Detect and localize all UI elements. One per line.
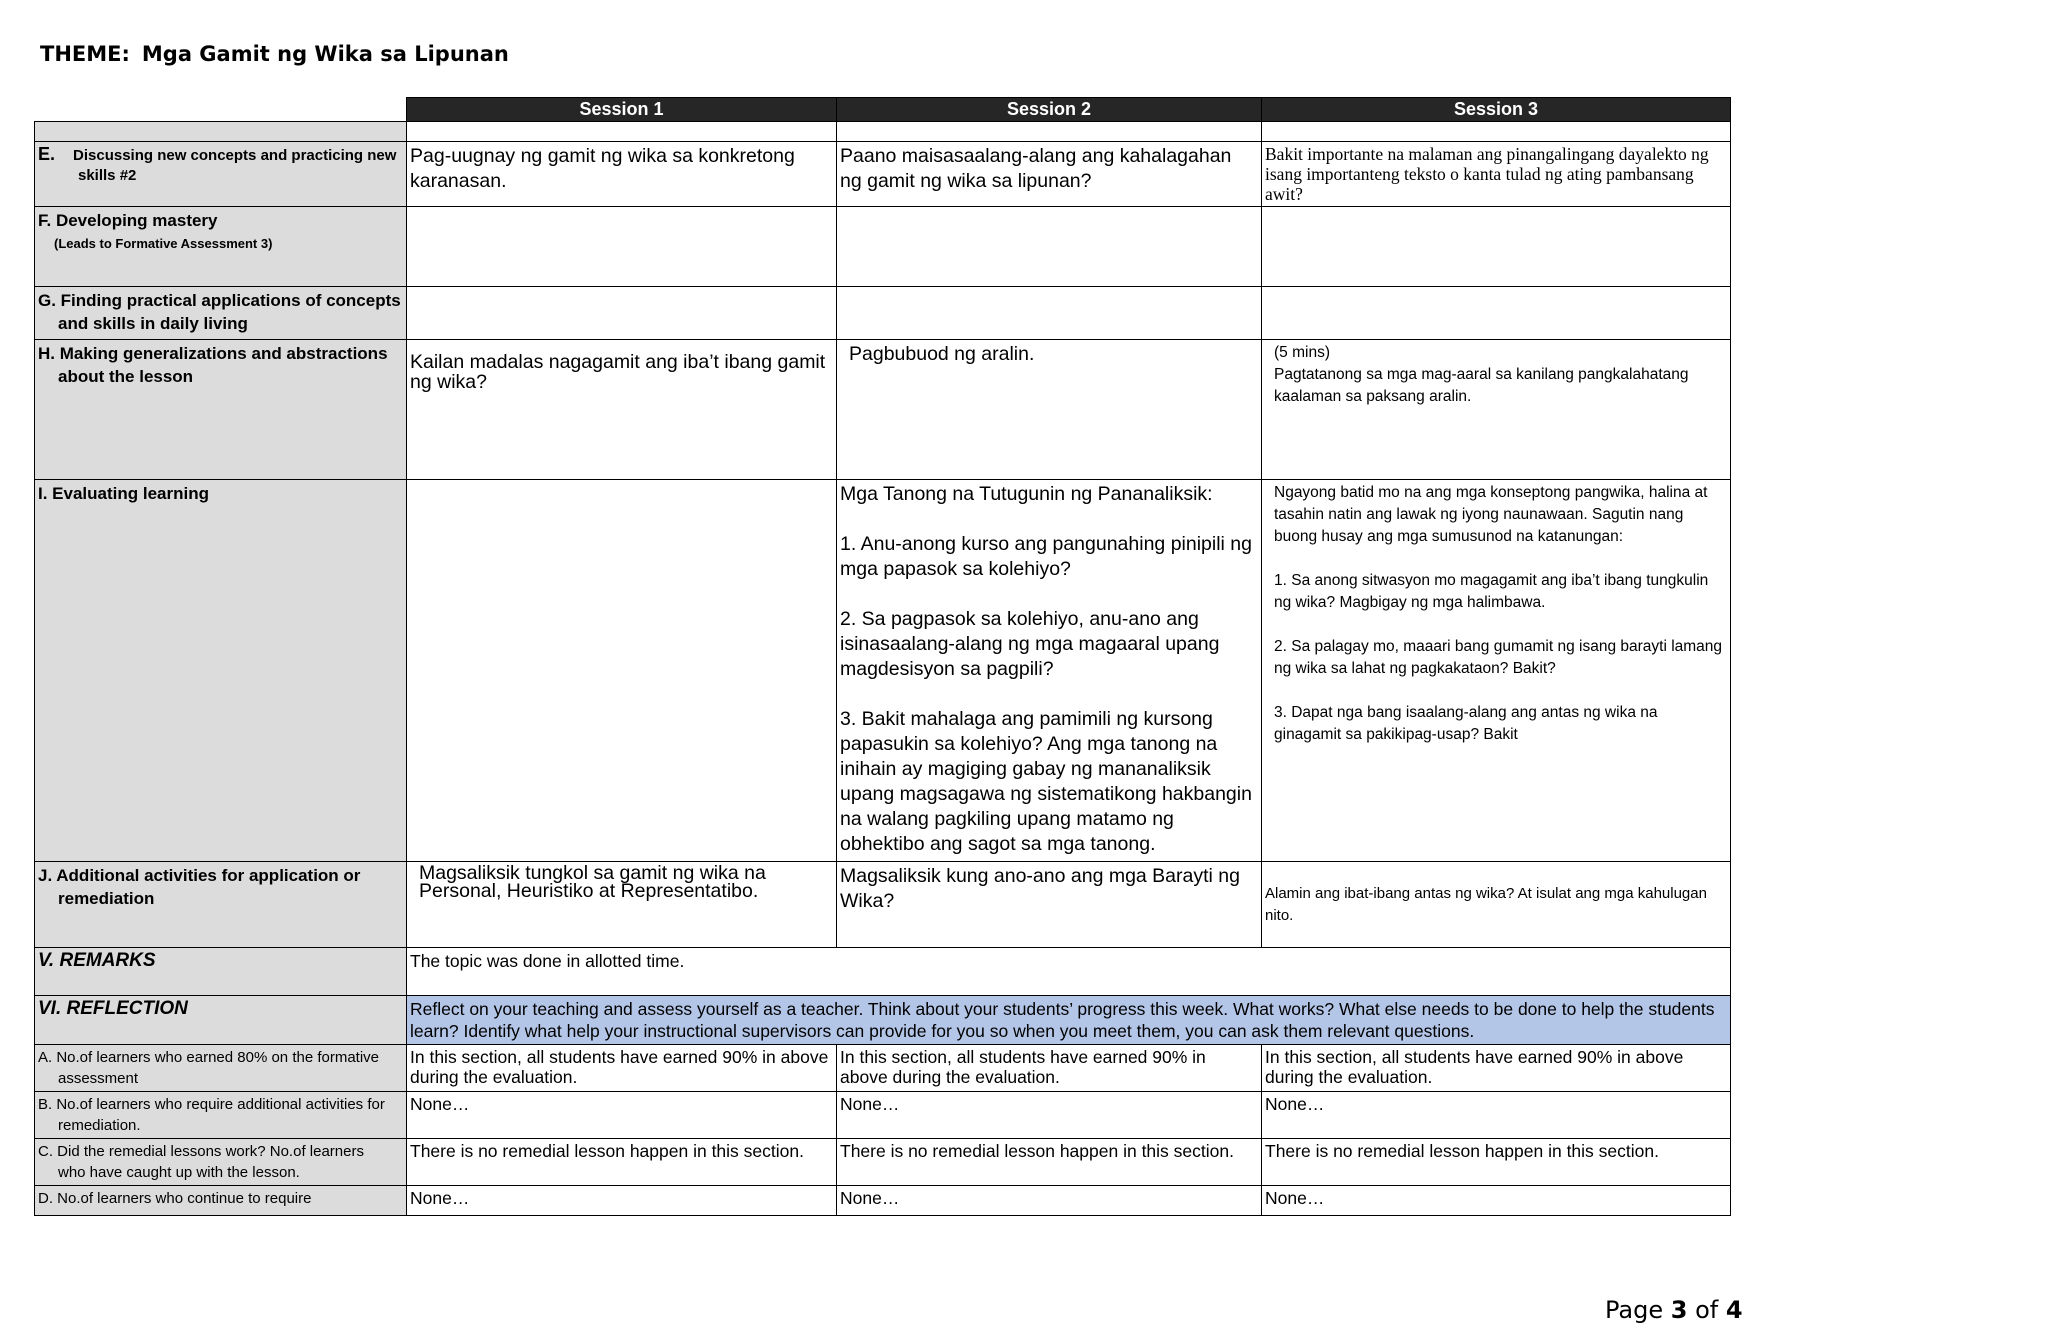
question-c-label-cont: who have caught up with the lesson. xyxy=(58,1164,300,1181)
row-f-session-3 xyxy=(1262,207,1731,287)
row-h-session-3-time: (5 mins) xyxy=(1274,344,1330,361)
question-d-session-3: None… xyxy=(1262,1186,1731,1216)
row-e-session-3: Bakit importante na malaman ang pinangalingang dayalekto ng isang importanteng teksto o kanta tulad ng ating pambansang awit? xyxy=(1262,142,1731,207)
reflection-text: Reflect on your teaching and assess yourself as a teacher. Think about your students’ progress this week. What works? What else needs to be done to help the students learn? Identify what help your instructional supervisors can provide for you so when you meet them, you can ask them relevant questions. xyxy=(407,996,1731,1045)
spacer-label xyxy=(35,122,407,142)
question-c-row xyxy=(35,1139,1731,1186)
reflection-label: VI. REFLECTION xyxy=(35,996,407,1045)
question-b-label xyxy=(35,1092,407,1139)
row-h-session-3-text: Pagtatanong sa mga mag-aaral sa kanilang pangkalahatang kaalaman sa paksang aralin. xyxy=(1274,366,1689,405)
remarks-row xyxy=(35,948,1731,996)
row-i xyxy=(35,480,1731,862)
row-e-session-2: Paano maisasaalang-alang ang kahalagahan ng gamit ng wika sa lipunan? xyxy=(837,142,1262,207)
question-b-label-text: B. No.of learners who require additional activities for xyxy=(38,1096,385,1113)
question-a-label-cont: assessment xyxy=(58,1070,139,1087)
row-h-label-cont: about the lesson xyxy=(58,367,194,386)
row-h-session-3 xyxy=(1262,340,1731,480)
row-g-session-2 xyxy=(837,287,1262,340)
theme-label: THEME: xyxy=(40,42,130,66)
question-b-session-3: None… xyxy=(1262,1092,1731,1139)
question-b-label-cont: remediation. xyxy=(58,1117,141,1134)
row-h-label-text: H. Making generalizations and abstractions xyxy=(38,344,388,363)
question-d-label: D. No.of learners who continue to require xyxy=(35,1186,407,1216)
question-a-label xyxy=(35,1045,407,1092)
of-word: of xyxy=(1695,1296,1719,1324)
session-2-header: Session 2 xyxy=(837,98,1262,122)
spacer-row xyxy=(35,122,1731,142)
session-header-row xyxy=(35,98,1731,122)
row-e-letter: E. xyxy=(38,144,56,164)
row-f-label-text: F. Developing mastery xyxy=(38,211,218,230)
question-c-session-1: There is no remedial lesson happen in this section. xyxy=(407,1139,837,1186)
reflection-row xyxy=(35,996,1731,1045)
page-total: 4 xyxy=(1725,1296,1743,1324)
question-c-session-3: There is no remedial lesson happen in this section. xyxy=(1262,1139,1731,1186)
row-e xyxy=(35,142,1731,207)
page-number xyxy=(1605,1296,1743,1324)
question-d-session-2: None… xyxy=(837,1186,1262,1216)
question-a-session-3: In this section, all students have earned 90% in above during the evaluation. xyxy=(1262,1045,1731,1092)
row-i-s2-title: Mga Tanong na Tutugunin ng Pananaliksik: xyxy=(840,483,1213,505)
question-b-row xyxy=(35,1092,1731,1139)
row-h-session-1: Kailan madalas nagagamit ang iba’t ibang gamit ng wika? xyxy=(407,340,837,480)
row-j xyxy=(35,862,1731,948)
page-current: 3 xyxy=(1670,1296,1688,1324)
question-a-label-text: A. No.of learners who earned 80% on the formative xyxy=(38,1049,380,1066)
row-i-session-2 xyxy=(837,480,1262,862)
spacer-cell xyxy=(1262,122,1731,142)
row-g-label-text: G. Finding practical applications of concepts xyxy=(38,291,401,310)
row-f-session-2 xyxy=(837,207,1262,287)
remarks-label: V. REMARKS xyxy=(35,948,407,996)
row-i-s3-q1: 1. Sa anong sitwasyon mo magagamit ang iba’t ibang tungkulin ng wika? Magbigay ng mga halimbawa. xyxy=(1274,572,1709,611)
row-i-s2-q3: 3. Bakit mahalaga ang pamimili ng kursong papasukin sa kolehiyo? Ang mga tanong na inihain ay magiging gabay ng mananaliksik upang magsagawa ng sistematikong hakbangin na walang pagkiling upang matamo ng obhektibo ang sagot sa mga tanong. xyxy=(840,708,1252,855)
question-d-session-1: None… xyxy=(407,1186,837,1216)
row-f xyxy=(35,207,1731,287)
row-h-label xyxy=(35,340,407,480)
row-i-s3-q3: 3. Dapat nga bang isaalang-alang ang antas ng wika na ginagamit sa pakikipag-usap? Bakit xyxy=(1274,704,1658,743)
spacer-cell xyxy=(837,122,1262,142)
row-j-label xyxy=(35,862,407,948)
question-c-label-text: C. Did the remedial lessons work? No.of learners xyxy=(38,1143,364,1160)
page-word: Page xyxy=(1605,1296,1664,1324)
row-g-label-cont: and skills in daily living xyxy=(58,314,248,333)
header-blank xyxy=(35,98,407,122)
row-h-session-2: Pagbubuod ng aralin. xyxy=(837,340,1262,480)
row-g-session-1 xyxy=(407,287,837,340)
row-i-s2-q1: 1. Anu-anong kurso ang pangunahing pinipili ng mga papasok sa kolehiyo? xyxy=(840,533,1252,580)
question-c-session-2: There is no remedial lesson happen in this section. xyxy=(837,1139,1262,1186)
row-i-s2-q2: 2. Sa pagpasok sa kolehiyo, anu-ano ang isinasaalang-alang ng mga magaaral upang magdesisyon sa pagpili? xyxy=(840,608,1220,680)
row-g-session-3 xyxy=(1262,287,1731,340)
theme-title: Mga Gamit ng Wika sa Lipunan xyxy=(141,42,509,66)
question-a-session-2: In this section, all students have earned 90% in above during the evaluation. xyxy=(837,1045,1262,1092)
row-j-session-3: Alamin ang ibat-ibang antas ng wika? At isulat ang mga kahulugan nito. xyxy=(1262,862,1731,948)
row-j-session-1: Magsaliksik tungkol sa gamit ng wika na Personal, Heuristiko at Representatibo. xyxy=(407,862,837,948)
row-i-session-1 xyxy=(407,480,837,862)
row-j-label-cont: remediation xyxy=(58,889,155,908)
row-i-s3-intro: Ngayong batid mo na ang mga konseptong pangwika, halina at tasahin natin ang lawak ng iyong naunawaan. Sagutin nang buong husay ang mga sumusunod na katanungan: xyxy=(1274,484,1708,545)
row-f-session-1 xyxy=(407,207,837,287)
question-a-session-1: In this section, all students have earned 90% in above during the evaluation. xyxy=(407,1045,837,1092)
session-3-header: Session 3 xyxy=(1262,98,1731,122)
row-j-label-text: J. Additional activities for application or xyxy=(38,866,361,885)
remarks-text: The topic was done in allotted time. xyxy=(407,948,1731,996)
row-e-label xyxy=(35,142,407,207)
lesson-plan-table xyxy=(34,97,1731,1216)
row-i-s3-q2: 2. Sa palagay mo, maaari bang gumamit ng isang barayti lamang ng wika sa lahat ng pagkakataon? Bakit? xyxy=(1274,638,1723,677)
row-f-sub: (Leads to Formative Assessment 3) xyxy=(54,236,273,251)
question-b-session-2: None… xyxy=(837,1092,1262,1139)
question-d-row xyxy=(35,1186,1731,1216)
question-a-row xyxy=(35,1045,1731,1092)
theme-heading xyxy=(40,42,509,66)
row-e-label-text: Discussing new concepts and practicing new xyxy=(73,147,397,164)
session-1-header: Session 1 xyxy=(407,98,837,122)
row-e-label-cont: skills #2 xyxy=(78,167,137,184)
spacer-cell xyxy=(407,122,837,142)
row-j-session-2: Magsaliksik kung ano-ano ang mga Barayti ng Wika? xyxy=(837,862,1262,948)
row-f-label xyxy=(35,207,407,287)
question-b-session-1: None… xyxy=(407,1092,837,1139)
question-c-label xyxy=(35,1139,407,1186)
row-g-label xyxy=(35,287,407,340)
row-i-session-3 xyxy=(1262,480,1731,862)
row-g xyxy=(35,287,1731,340)
row-e-session-1: Pag-uugnay ng gamit ng wika sa konkretong karanasan. xyxy=(407,142,837,207)
row-i-label: I. Evaluating learning xyxy=(35,480,407,862)
row-h xyxy=(35,340,1731,480)
